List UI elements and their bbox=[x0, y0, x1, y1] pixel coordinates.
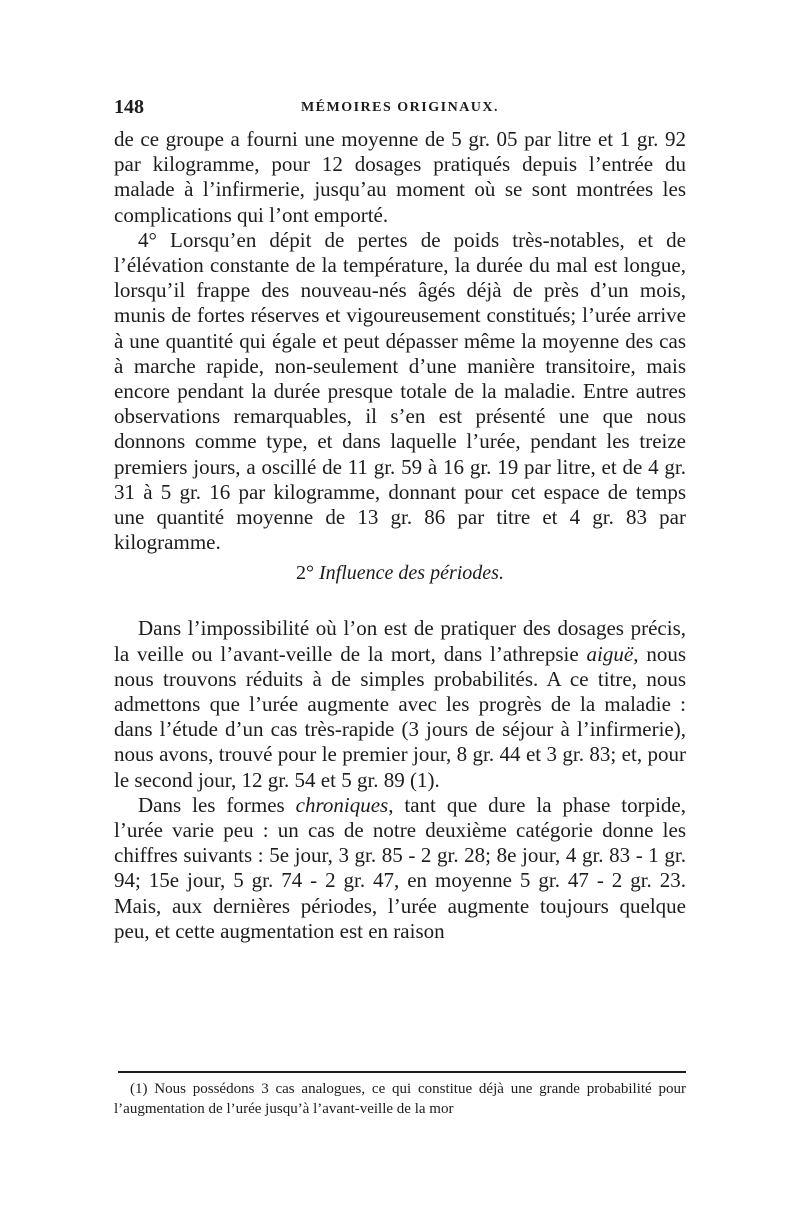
italic-term-chroniques: chroniques bbox=[295, 792, 389, 817]
section-heading bbox=[114, 560, 686, 586]
section-title-text: Influence des périodes. bbox=[319, 562, 504, 585]
paragraph-point-4: 4° Lorsqu’en dépit de pertes de poids très-notables, et de l’élévation constante de la température, la durée du mal est longue, lorsqu’il frappe des nouveau-nés âgés déjà de près d’un mois, munis de fortes réserves et vigoureusement constitués; l’urée arrive à une quantité qui égale et peut dépasser même la moyenne des cas à marche rapide, non-seulement d’une manière transitoire, mais encore pendant la durée presque totale de la maladie. Entre autres observations remarquables, il s’en est présenté une que nous donnons comme type, et dans laquelle l’urée, pendant les treize premiers jours, a oscillé de 11 gr. 59 à 16 gr. 19 par litre, et de 4 gr. 31 à 5 gr. 16 par kilogramme, donnant pour cet espace de temps une quantité moyenne de 13 gr. 86 par titre et 4 gr. 83 par kilogramme. bbox=[114, 227, 686, 555]
footnote: (1) Nous possédons 3 cas analogues, ce qui constitue déjà une grande probabilité pour l’augmentation de l’urée jusqu’à l’avant-veille de la mor bbox=[114, 1081, 686, 1117]
footnote-separator bbox=[118, 1071, 686, 1073]
italic-term-aigue: aiguë bbox=[586, 641, 634, 666]
paragraph-chronic-forms-end: , tant que dure la phase torpide, l’urée varie peu : un cas de notre deuxième catégorie donne les chiffres suivants : 5e jour, 3 gr. 85 - 2 gr. 28; 8e jour, 4 gr. 83 - 1 gr. 94; 15e jour, 5 gr. 74 - 2 gr. 47, en moyenne 5 gr. 47 - 2 gr. 23. Mais, aux dernières périodes, l’urée augmente toujours quelque peu, et cette augmentation est en raison bbox=[114, 792, 686, 943]
paragraph-chronic-forms-start: Dans les formes bbox=[138, 792, 296, 817]
page-header bbox=[114, 96, 686, 122]
paragraph-chronic-forms bbox=[114, 793, 686, 944]
body-text bbox=[114, 127, 686, 944]
page-number: 148 bbox=[114, 96, 144, 118]
paragraph-acute-case-start: Dans l’impossibilité où l’on est de pratiquer des dosages précis, la veille ou l’avant-veille de la mort, dans l’athrepsie bbox=[114, 616, 686, 666]
section-number: 2° bbox=[296, 562, 315, 585]
paragraph-acute-case-end: , nous nous trouvons réduits à de simples probabilités. A ce titre, nous admettons que l’urée augmente avec les progrès de la maladie : dans l’étude d’un cas très-rapide (3 jours de séjour à l’infirmerie), nous avons, trouvé pour le premier jour, 8 gr. 44 et 3 gr. 83; et, pour le second jour, 12 gr. 54 et 5 gr. 89 (1). bbox=[114, 641, 686, 792]
paragraph-continuation: de ce groupe a fourni une moyenne de 5 gr. 05 par litre et 1 gr. 92 par kilogramme, pour 12 dosages pratiqués depuis l’entrée du malade à l’infirmerie, jusqu’au moment où se sont montrées les complications qui l’ont emporté. bbox=[114, 127, 686, 227]
paragraph-acute-case bbox=[114, 616, 686, 792]
running-head: MÉMOIRES ORIGINAUX. bbox=[300, 100, 500, 115]
